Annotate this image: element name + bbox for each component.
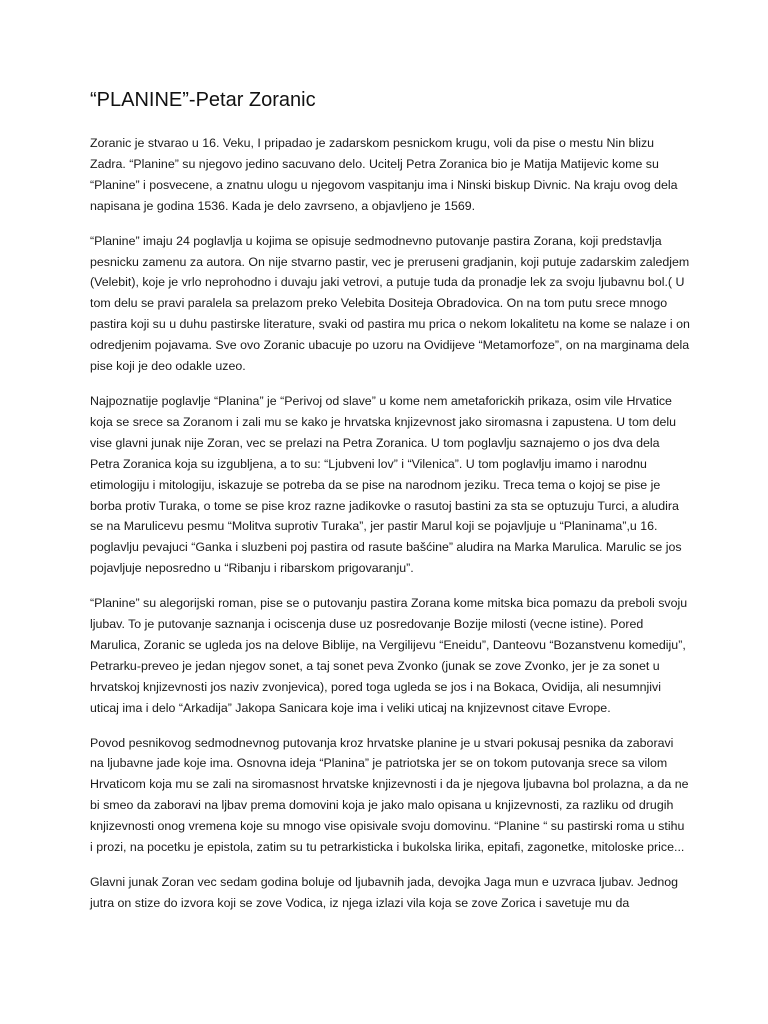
paragraph: Povod pesnikovog sedmodnevnog putovanja kroz hrvatske planine je u stvari pokusaj pesnika da zaboravi na ljubavne jade koje ima. Osnovna ideja “Planina” je patriotska jer se on tokom putovanja srece sa vilom Hrvaticom koja mu se zali na siromasnost hrvatske knjizevnosti i da je njegova ljubavna bol prolazna, a da ne bi smeo da zaboravi na ljbav prema domovini koja je jako malo opisana u knjizevnosti, za razliku od drugih knjizevnosti onog vremena koje su mnogo vise opisivale svoju domovinu. “Planine “ su pastirski roma u stihu i prozi, na pocetku je epistola, zatim su tu petrarkisticka i bukolska lirika, epitafi, zagonetke, mitoloske price...	[90, 735, 689, 855]
document-title: “PLANINE”-Petar Zoranic	[90, 89, 316, 111]
paragraph: Najpoznatije poglavlje “Planina” je “Perivoj od slave” u kome nem ametaforickih prikaza, osim vile Hrvatice koja se srece sa Zoranom i zali mu se kako je hrvatska knjizevnost jako siromasna i zapustena. U tom delu vise glavni junak nije Zoran, vec se prelazi na Petra Zoranica. U tom poglavlju saznajemo o jos dva dela Petra Zoranica koja su izgubljena, a to su: “Ljubveni lov” i “Vilenica”. U tom poglavlju imamo i narodnu etimologiju i mitologiju, iskazuje se potreba da se pise na narodnom jeziku. Treca tema o kojoj se pise je borba protiv Turaka, o tome se pise kroz razne jadikovke o rasutoj bastini za sta se optuzuju Turci, a aludira se na Marulicevu pesmu “Molitva suprotiv Turaka”, jer pastir Marul koji se pojavljuje u “Planinama”,u 16. poglavlju pevajuci “Ganka i sluzbeni poj pastira od rasute bašćine” aludira na Marka Marulica. Marulic se jos pojavljuje neposredno u “Ribanju i ribarskom prigovaranju”.	[90, 393, 682, 576]
paragraph: Zoranic je stvarao u 16. Veku, I pripadao je zadarskom pesnickom krugu, voli da pise o mestu Nin blizu Zadra. “Planine” su njegovo jedino sacuvano delo. Ucitelj Petra Zoranica bio je Matija Matijevic kome su “Planine” i posvecene, a znatnu ulogu u njegovom vaspitanju ima i Ninski biskup Divnic. Na kraju ovog dela napisana je godina 1536. Kada je delo zavrseno, a objavljeno je 1569.	[90, 136, 678, 213]
paragraph: “Planine” su alegorijski roman, pise se o putovanju pastira Zorana kome mitska bica pomazu da preboli svoju ljubav. To je putovanje saznanja i ociscenja duse uz posredovanje Bozije milosti (vecne istine). Pored Marulica, Zoranic se ugleda jos na delove Biblije, na Vergilijevu “Eneidu”, Danteovu “Bozanstvenu komediju”, Petrarku-preveo je jedan njegov sonet, a taj sonet peva Zvonko (junak se zove Zvonko, jer je za sonet u hrvatskoj knjizevnosti jos naziv zvonjevica), pored toga ugleda se jos i na Bokaca, Ovidija, ali nesumnjivi uticaj ima i delo “Arkadija” Jakopa Sanicara koje ima i veliki uticaj na knjizevnost citave Evrope.	[90, 596, 688, 715]
document-page	[90, 86, 690, 928]
paragraph: Glavni junak Zoran vec sedam godina boluje od ljubavnih jada, devojka Jaga mun e uzvraca ljubav. Jednog jutra on stize do izvora koji se zove Vodica, iz njega izlazi vila koja se zove Zorica i savetuje mu da	[90, 875, 679, 910]
paragraph: “Planine” imaju 24 poglavlja u kojima se opisuje sedmodnevno putovanje pastira Zorana, koji predstavlja pesnicku zamenu za autora. On nije stvarno pastir, vec je preruseni gradjanin, koji putuje zadarskim zaledjem (Velebit), koje je vrlo neprohodno i duvaju jaki vetrovi, a putuje tuda da pronadje lek za svoju ljubavnu bol.( U tom delu se pravi paralela sa prelazom preko Velebita Dositeja Obradovica. On na tom putu srece mnogo pastira koji su u duhu pastirske literature, svaki od pastira mu prica o nekom lokalitetu na kome se nalaze i on odredjenim pojavama. Sve ovo Zoranic ubacuje po uzoru na Ovidijeve “Metamorfoze”, on na marginama dela pise koji je deo odakle uzeo.	[90, 233, 690, 374]
